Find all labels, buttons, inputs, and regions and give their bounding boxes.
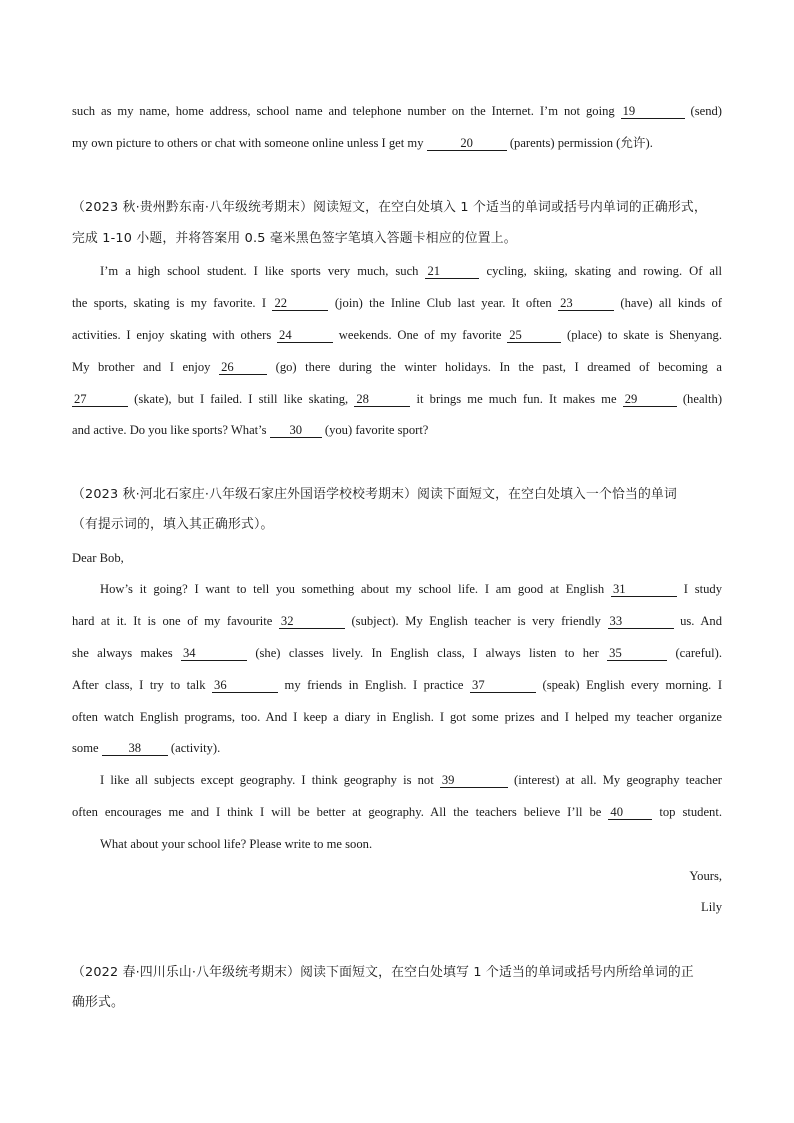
- passage-line: the sports, skating is my favorite. I 22 (join) the Inline Club last year. It often 23 (have) all kinds of: [72, 296, 723, 310]
- passage-line: activities. I enjoy skating with others 24 weekends. One of my favorite 25 (place) to skate is Shenyang.: [72, 328, 722, 342]
- answer-blank[interactable]: 33: [608, 614, 674, 629]
- passage-line: such as my name, home address, school name and telephone number on the Internet. I’m not going 19 (send): [72, 104, 722, 118]
- answer-blank[interactable]: 22: [272, 296, 328, 311]
- answer-blank[interactable]: 38: [102, 741, 168, 756]
- passage-line: What about your school life? Please write to me soon.: [100, 837, 373, 851]
- passage-line: she always makes 34 (she) classes lively. In English class, I always listen to her 35 (careful).: [72, 646, 722, 660]
- answer-blank[interactable]: 25: [507, 328, 561, 343]
- section-instruction: 确形式。: [72, 995, 124, 1010]
- section-instruction: （2023 秋·贵州黔东南·八年级统考期末）阅读短文，在空白处填入 1 个适当的单词或括号内单词的正确形式，: [72, 200, 707, 215]
- section-instruction: （有提示词的，填入其正确形式）。: [72, 517, 274, 532]
- answer-blank[interactable]: 34: [181, 646, 247, 661]
- passage-line: hard at it. It is one of my favourite 32 (subject). My English teacher is very friendly 33 us. And: [72, 614, 723, 628]
- answer-blank[interactable]: 23: [558, 296, 614, 311]
- section-instruction: （2022 春·四川乐山·八年级统考期末）阅读下面短文，在空白处填写 1 个适当的单词或括号内所给单词的正: [72, 965, 694, 980]
- section-instruction: 完成 1-10 小题，并将答案用 0.5 毫米黑色签字笔填入答题卡相应的位置上。: [72, 231, 517, 246]
- answer-blank[interactable]: 31: [611, 582, 677, 597]
- passage-line: some 38 (activity).: [72, 741, 221, 755]
- passage-line: I like all subjects except geography. I think geography is not 39 (interest) at all. My geography teacher: [100, 773, 722, 787]
- answer-blank[interactable]: 40: [608, 805, 652, 820]
- passage-line: My brother and I enjoy 26 (go) there during the winter holidays. In the past, I dreamed of becoming a: [72, 360, 723, 374]
- passage-line: How’s it going? I want to tell you something about my school life. I am good at English 31 I study: [100, 582, 722, 596]
- answer-blank[interactable]: 36: [212, 678, 278, 693]
- letter-closing: Yours,: [689, 869, 722, 883]
- answer-blank[interactable]: 37: [470, 678, 536, 693]
- passage-line: 27 (skate), but I failed. I still like skating, 28 it brings me much fun. It makes me 29 (health): [74, 392, 723, 406]
- answer-blank[interactable]: 39: [440, 773, 508, 788]
- letter-signature: Lily: [701, 900, 722, 914]
- section-instruction: （2023 秋·河北石家庄·八年级石家庄外国语学校校考期末）阅读下面短文，在空白处填入一个恰当的单词: [72, 487, 678, 502]
- passage-line: often watch English programs, too. And I keep a diary in English. I got some prizes and I helped my teacher organize: [72, 710, 722, 724]
- passage-line: I’m a high school student. I like sports very much, such 21 cycling, skiing, skating and rowing. Of all: [100, 264, 722, 278]
- passage-line: often encourages me and I think I will be better at geography. All the teachers believe I’ll be 40 top student.: [72, 805, 722, 819]
- answer-blank[interactable]: 26: [219, 360, 267, 375]
- answer-blank[interactable]: 20: [427, 136, 507, 151]
- passage-line: After class, I try to talk 36 my friends in English. I practice 37 (speak) English every morning. I: [72, 678, 723, 692]
- letter-greeting: Dear Bob,: [72, 551, 124, 565]
- answer-blank[interactable]: 24: [277, 328, 333, 343]
- passage-line: and active. Do you like sports? What’s 30 (you) favorite sport?: [72, 423, 429, 437]
- answer-blank[interactable]: 27: [72, 392, 128, 407]
- answer-blank[interactable]: 29: [623, 392, 677, 407]
- passage-line: my own picture to others or chat with someone online unless I get my 20 (parents) permission (允许).: [72, 136, 653, 150]
- answer-blank[interactable]: 28: [354, 392, 410, 407]
- answer-blank[interactable]: 30: [270, 423, 322, 438]
- answer-blank[interactable]: 35: [607, 646, 667, 661]
- answer-blank[interactable]: 32: [279, 614, 345, 629]
- answer-blank[interactable]: 19: [621, 104, 685, 119]
- answer-blank[interactable]: 21: [425, 264, 479, 279]
